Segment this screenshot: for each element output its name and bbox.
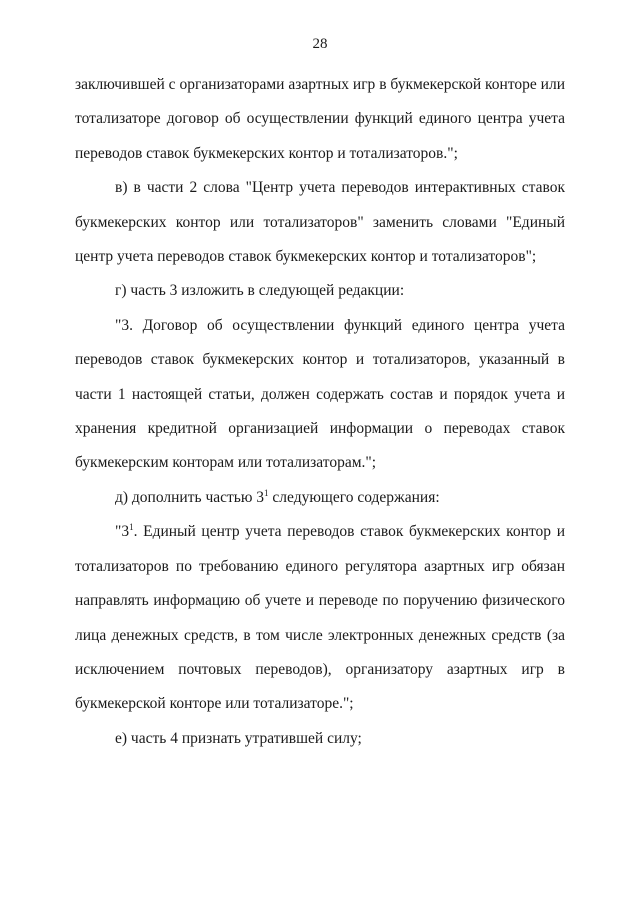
text-line: переводов ставок букмекерских контор и тотализаторов."; <box>75 144 458 162</box>
text-line: е) часть 4 признать утратившей силу; <box>115 729 362 747</box>
paragraph-2 <box>75 171 565 274</box>
text-line: букмекерским конторам или тотализаторам."; <box>75 454 377 472</box>
text-fragment: . Единый центр учета переводов ставок букмекерских контор и <box>133 523 565 541</box>
paragraph-5 <box>75 481 565 515</box>
superscript: 1 <box>129 522 134 533</box>
text-line: направлять информацию об учете и переводе по поручению физического <box>75 592 565 610</box>
text-line: лица денежных средств, в том числе электронных денежных средств (за <box>75 626 565 644</box>
text-line <box>75 481 565 515</box>
superscript: 1 <box>264 487 269 498</box>
paragraph-3 <box>75 274 565 308</box>
page-number: 28 <box>312 36 328 52</box>
text-line: переводов ставок букмекерских контор и тотализаторов, указанный в <box>75 351 565 369</box>
document-body <box>75 68 565 756</box>
text-line: тотализаторе договор об осуществлении функций единого центра учета <box>75 110 565 128</box>
paragraph-4 <box>75 309 565 481</box>
paragraph-1 <box>75 68 565 171</box>
paragraph-7 <box>75 722 565 756</box>
text-line: г) часть 3 изложить в следующей редакции: <box>115 282 405 300</box>
text-line: букмекерских контор или тотализаторов" заменить словами "Единый <box>75 213 565 231</box>
paragraph-6 <box>75 515 565 721</box>
text-fragment: "3 <box>115 523 130 541</box>
text-line: хранения кредитной организацией информации о переводах ставок <box>75 420 565 438</box>
text-line: центр учета переводов ставок букмекерских контор и тотализаторов"; <box>75 248 537 266</box>
text-line: "3. Договор об осуществлении функций единого центра учета <box>115 316 565 334</box>
text-line: исключением почтовых переводов), организатору азартных игр в <box>75 660 565 678</box>
text-line <box>75 515 565 549</box>
text-line: части 1 настоящей статьи, должен содержать состав и порядок учета и <box>75 385 565 403</box>
text-line: букмекерской конторе или тотализаторе."; <box>75 695 354 713</box>
text-line: в) в части 2 слова "Центр учета переводов интерактивных ставок <box>115 179 565 197</box>
text-line: тотализаторов по требованию единого регулятора азартных игр обязан <box>75 557 565 575</box>
text-fragment: д) дополнить частью 3 <box>115 488 265 506</box>
text-line: заключившей с организаторами азартных игр в букмекерской конторе или <box>75 76 565 93</box>
text-fragment: следующего содержания: <box>268 488 440 506</box>
